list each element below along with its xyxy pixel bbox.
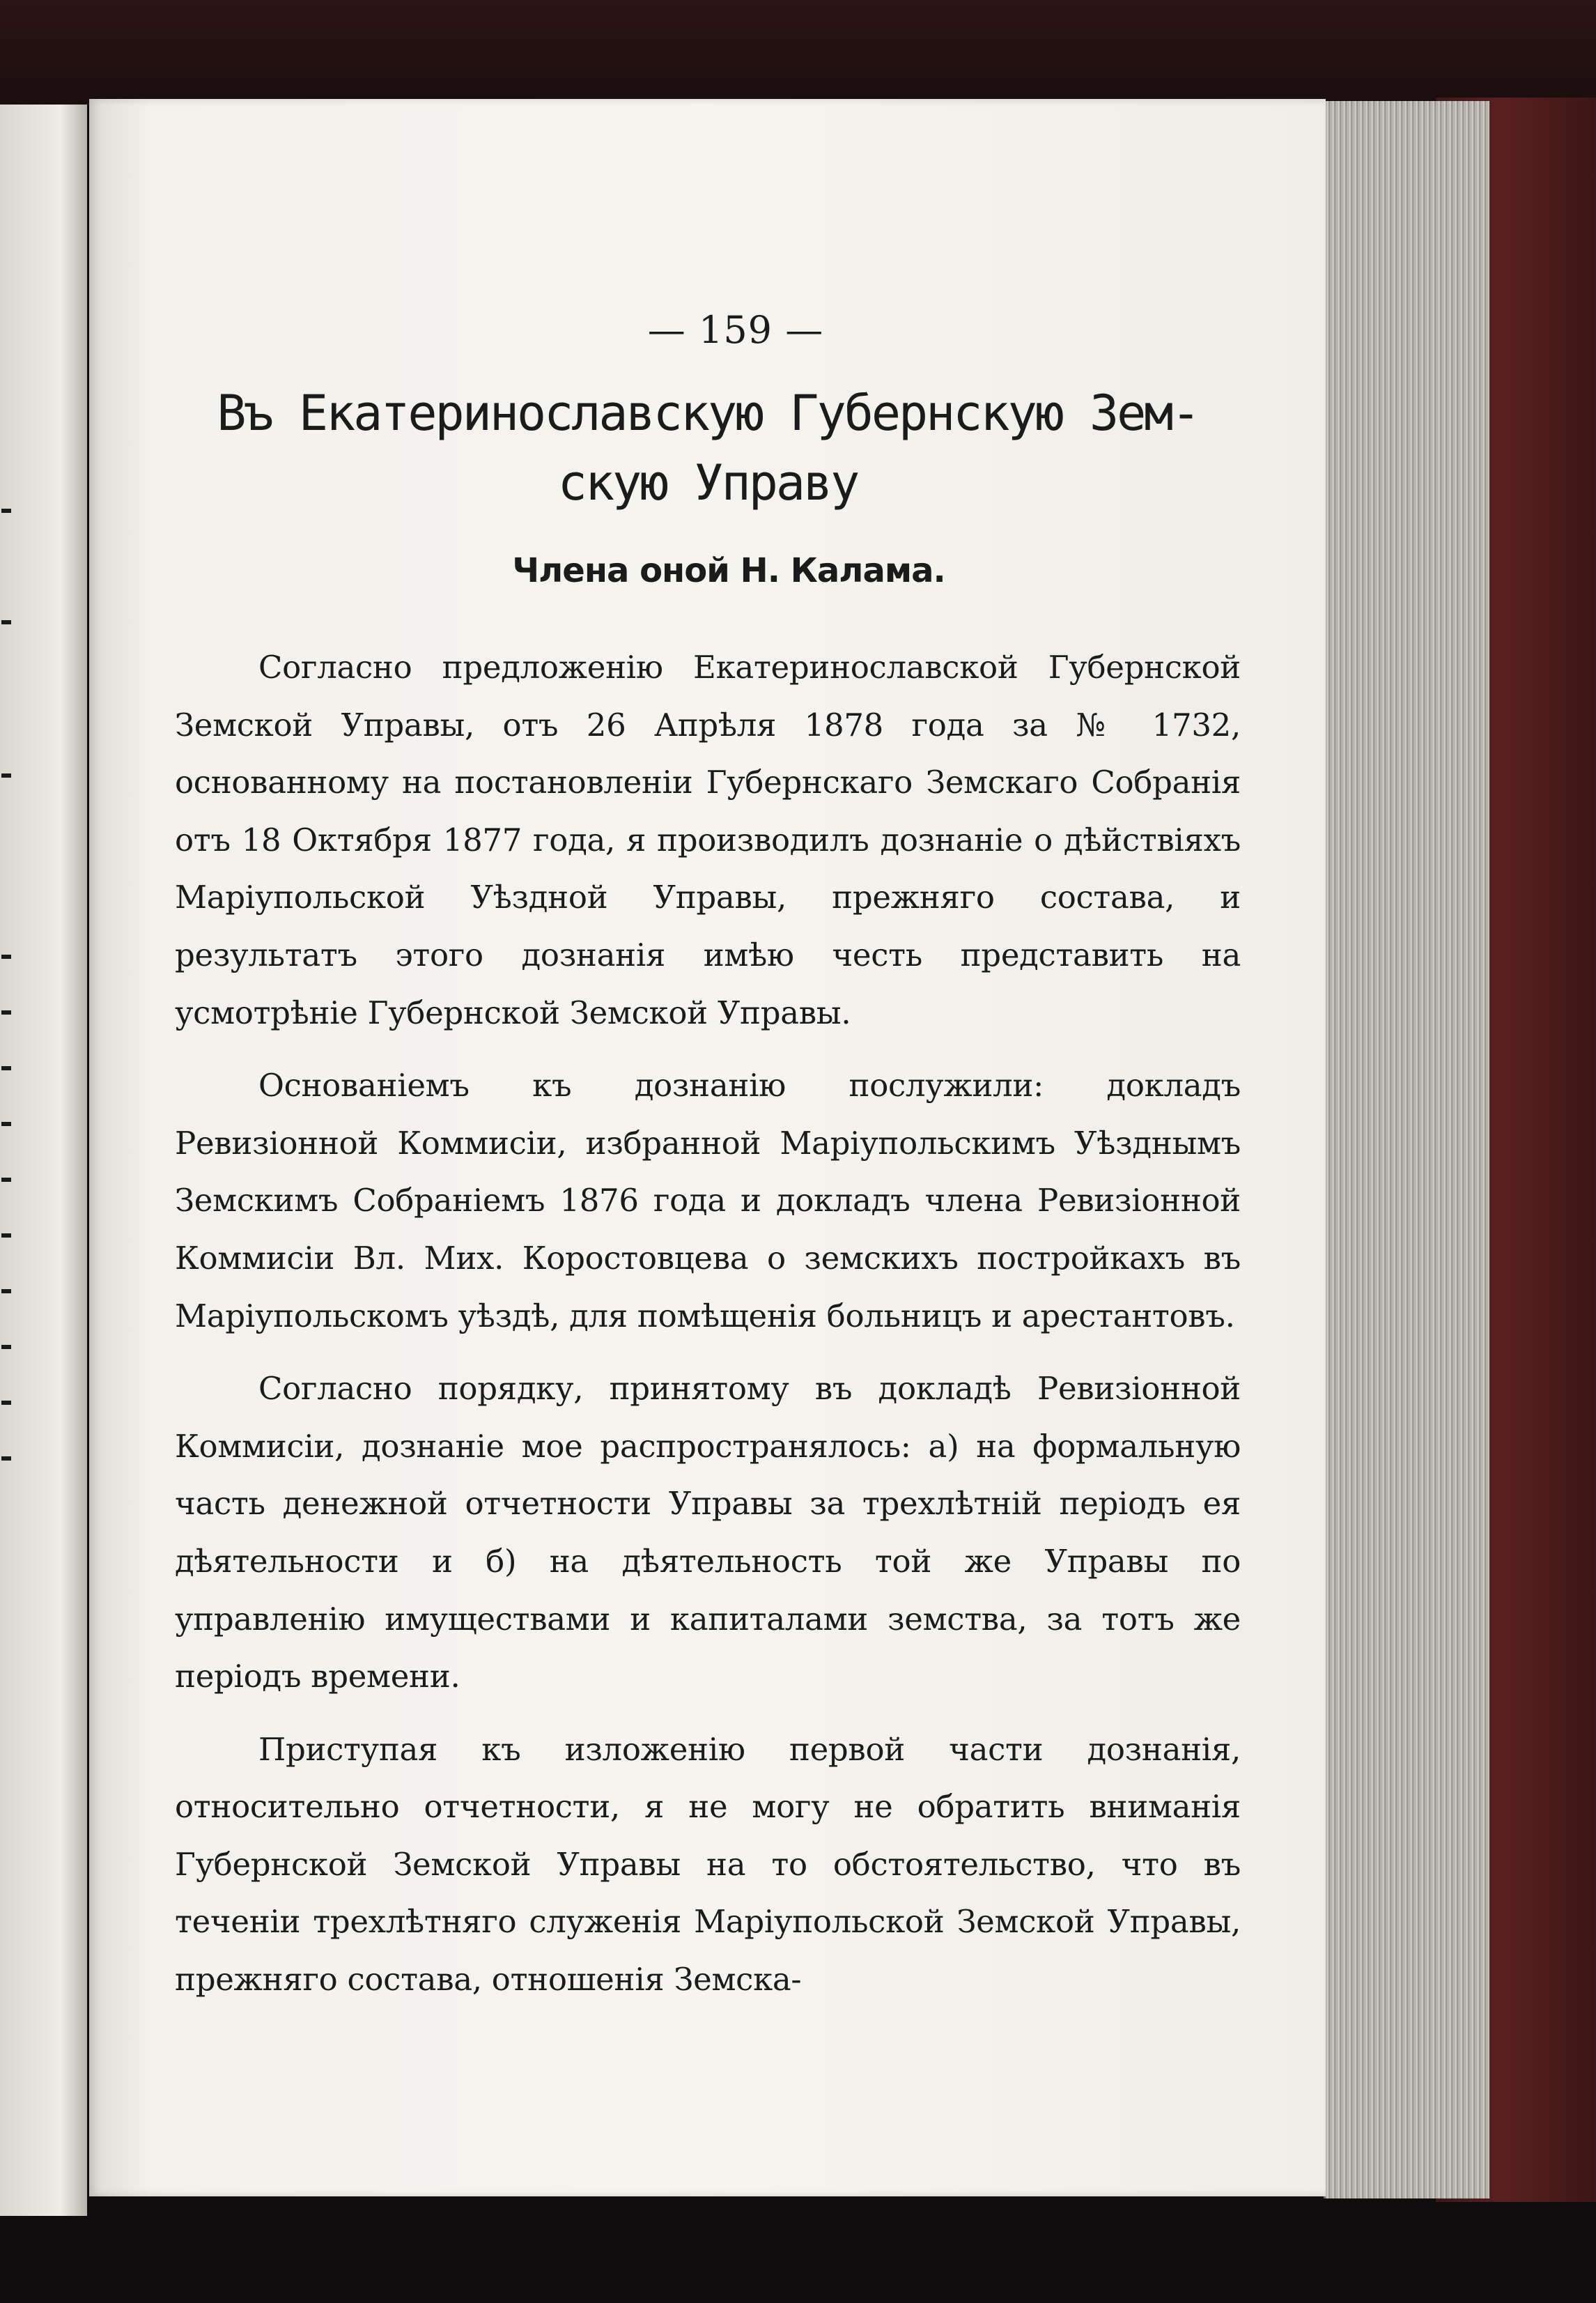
facing-page-sliver <box>0 105 87 2216</box>
book-page <box>89 99 1326 2196</box>
heading-line-1: Въ Екатеринославскую Губернскую Зем- <box>217 385 1199 442</box>
heading-line-2: скую Управу <box>557 454 858 511</box>
page-text <box>175 308 1241 2024</box>
paragraph-3: Согласно порядку, принятому въ докладѣ Ревизіонной Коммисіи, дознаніе мое распространялось: а) на формальную часть денежной отчетности Управы за трехлѣтній періодъ ея дѣятельности и б) на дѣятельность той же Управы по управленію имуществами и капиталами земства, за тотъ же періодъ времени. <box>175 1370 1241 1695</box>
paragraph-4: Приступая къ изложенію первой части дознанія, относительно отчетности, я не могу не обратить вниманія Губернской Земской Управы на то обстоятельство, что въ теченіи трехлѣтняго служенія Маріупольской Земской Управы, прежняго состава, отношенія Земска- <box>175 1730 1241 1998</box>
author-line: Члена оной Н. Калама. <box>512 551 945 590</box>
facing-page-text-fragments <box>0 509 21 1554</box>
book-cover-top <box>0 0 1596 105</box>
page-number: — 159 — <box>647 308 824 352</box>
paragraph-1: Согласно предложенію Екатеринославской Губернской Земской Управы, отъ 26 Апрѣля 1878 года за № 1732, основанному на постановленіи Губернскаго Земскаго Собранія отъ 18 Октября 1877 года, я производилъ дознаніе о дѣйствіяхъ Маріупольской Уѣздной Управы, прежняго состава, и результатъ этого дознанія имѣю честь представить на усмотрѣніе Губернской Земской Управы. <box>175 649 1241 1031</box>
page-heading <box>175 378 1241 518</box>
paragraph-2: Основаніемъ къ дознанію послужили: докладъ Ревизіонной Коммисіи, избранной Маріупольскимъ Уѣзднымъ Земскимъ Собраніемъ 1876 года и докладъ члена Ревизіонной Коммисіи Вл. Мих. Коростовцева о земскихъ постройкахъ въ Маріупольскомъ уѣздѣ, для помѣщенія больницъ и арестантовъ. <box>175 1067 1241 1334</box>
page-stack-edges <box>1324 101 1489 2198</box>
